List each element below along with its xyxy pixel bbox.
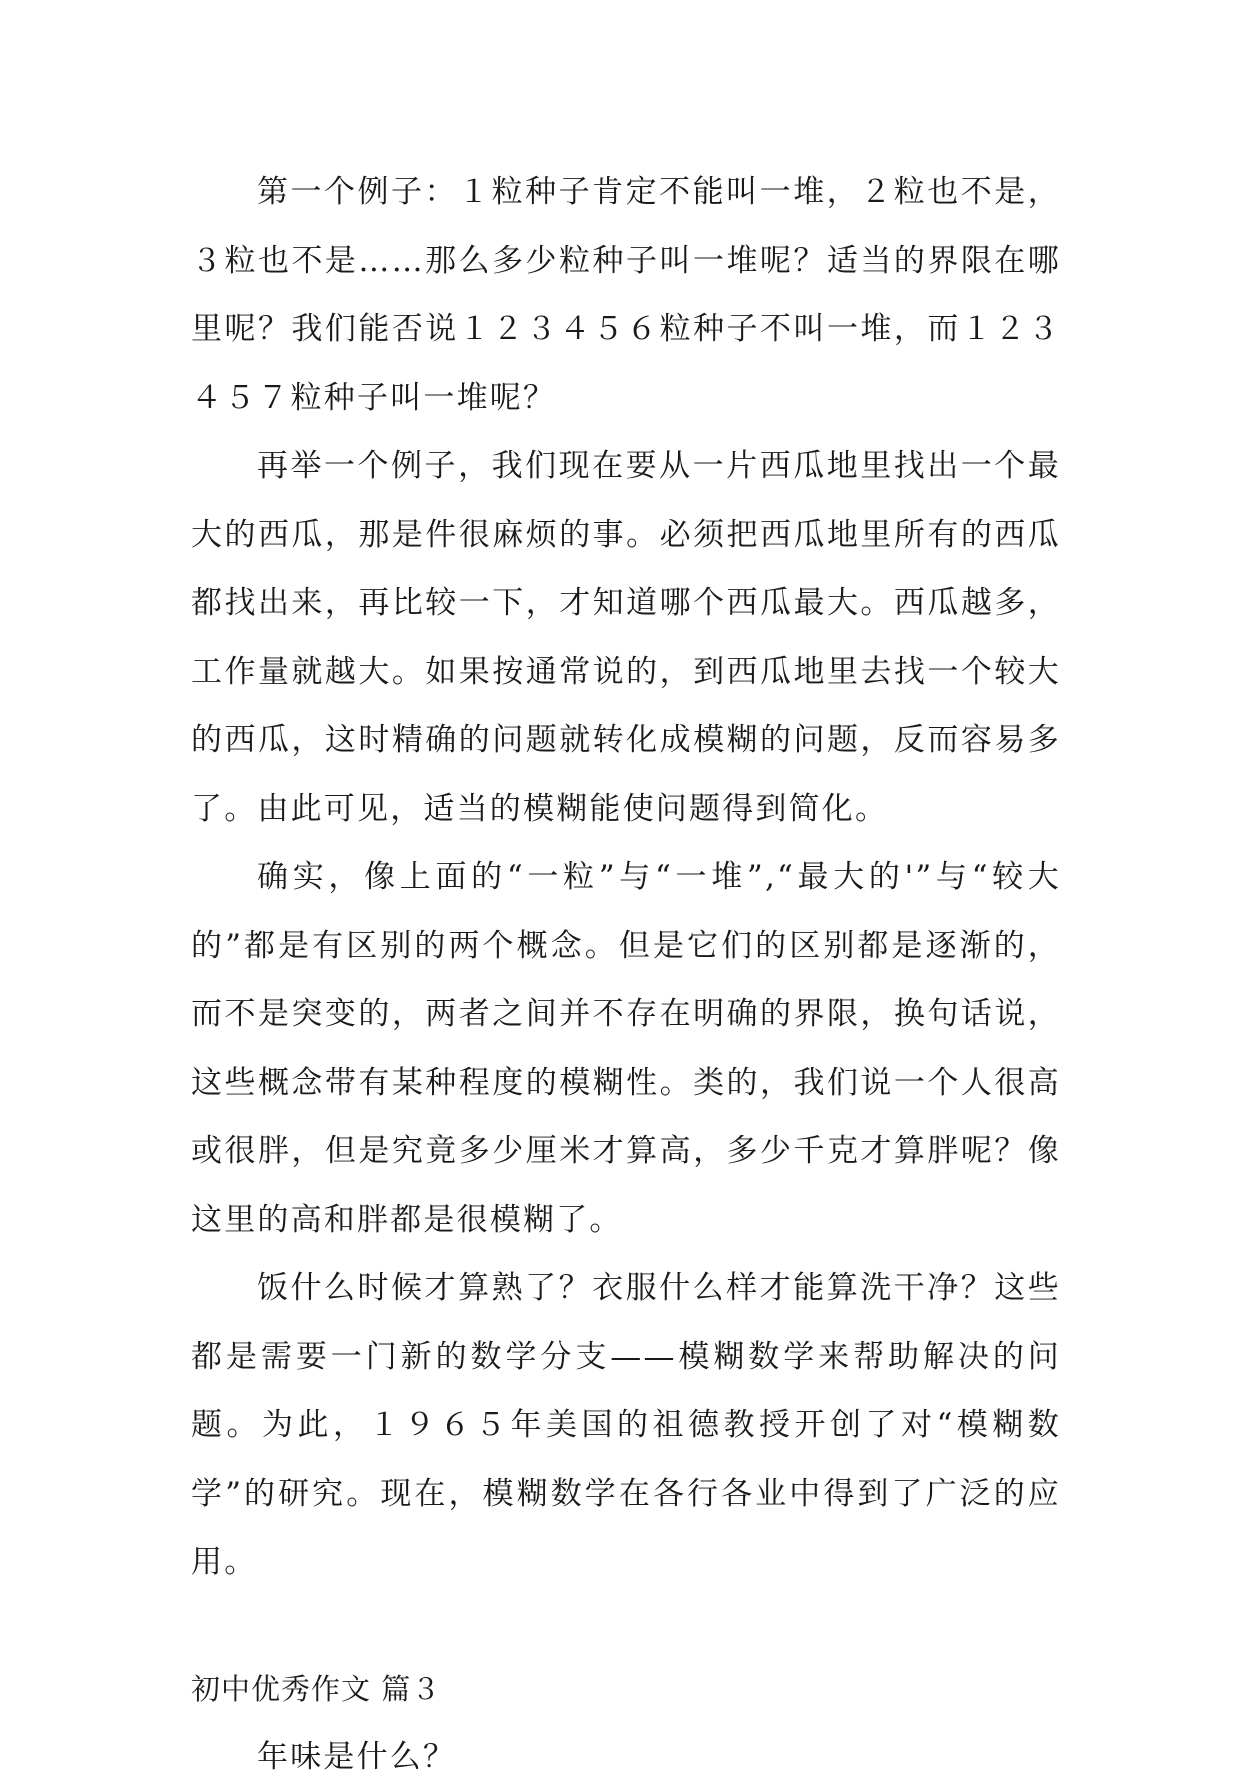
document-page <box>191 158 1061 1791</box>
paragraph-fuzzy-math: 饭什么时候才算熟了？衣服什么样才能算洗干净？这些都是需要一门新的数学分支——模糊数学来帮助解决的问题。为此，１９６５年美国的祖德教授开创了对“模糊数学”的研究。现在，模糊数学在各行各业中得到了广泛的应用。 <box>191 1254 1061 1597</box>
paragraph-fuzzy-concepts: 确实，像上面的“一粒”与“一堆”,“最大的'”与“较大的”都是有区别的两个概念。但是它们的区别都是逐渐的，而不是突变的，两者之间并不存在明确的界限，换句话说，这些概念带有某种程度的模糊性。类的，我们说一个人很高或很胖，但是究竟多少厘米才算高，多少千克才算胖呢？像这里的高和胖都是很模糊了。 <box>191 843 1061 1254</box>
paragraph-seeds-example: 第一个例子：１粒种子肯定不能叫一堆，２粒也不是，３粒也不是……那么多少粒种子叫一堆呢？适当的界限在哪里呢？我们能否说１２３４５６粒种子不叫一堆，而１２３４５７粒种子叫一堆呢？ <box>191 158 1061 432</box>
section-heading: 初中优秀作文 篇３ <box>191 1655 1061 1723</box>
paragraph-watermelon-example: 再举一个例子，我们现在要从一片西瓜地里找出一个最大的西瓜，那是件很麻烦的事。必须把西瓜地里所有的西瓜都找出来，再比较一下，才知道哪个西瓜最大。西瓜越多，工作量就越大。如果按通常说的，到西瓜地里去找一个较大的西瓜，这时精确的问题就转化成模糊的问题，反而容易多了。由此可见，适当的模糊能使问题得到简化。 <box>191 432 1061 843</box>
paragraph-new-year-question: 年味是什么？ <box>191 1723 1061 1791</box>
